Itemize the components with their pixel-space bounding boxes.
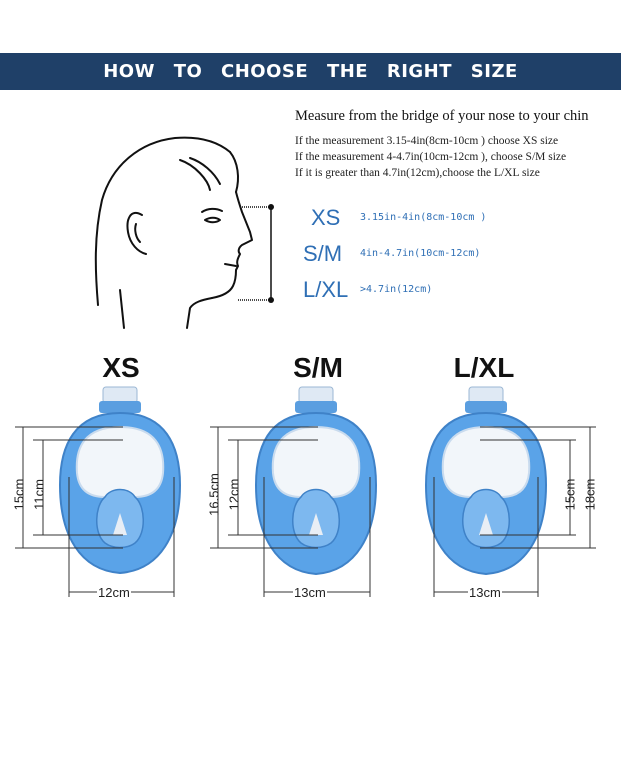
mask-sm-inner-height: 12cm: [226, 478, 242, 511]
mask-lxl-outer-height: 18cm: [582, 478, 598, 511]
banner-title: HOW TO CHOOSE THE RIGHT SIZE: [103, 61, 518, 82]
title-banner: [0, 53, 621, 90]
mask-xs-width: 12cm: [98, 585, 130, 600]
size-range-xs: 3.15in-4in(8cm-10cm ): [360, 212, 487, 223]
size-code-sm: S/M: [303, 241, 343, 266]
size-rule-lxl: If it is greater than 4.7in(12cm),choose the L/XL size: [295, 167, 540, 179]
mask-xs-inner-height: 11cm: [31, 479, 47, 510]
size-range-lxl: >4.7in(12cm): [360, 284, 433, 295]
measure-instruction: Measure from the bridge of your nose to your chin: [295, 108, 589, 124]
mask-sm-outer-height: 16.5cm: [206, 473, 222, 516]
size-range-sm: 4in-4.7in(10cm-12cm): [360, 248, 481, 259]
size-code-xs: XS: [311, 205, 341, 230]
mask-label-xs: XS: [102, 352, 140, 383]
size-rule-sm: If the measurement 4-4.7in(10cm-12cm ), choose S/M size: [295, 151, 567, 163]
mask-lxl-width: 13cm: [469, 585, 501, 600]
size-rule-xs: If the measurement 3.15-4in(8cm-10cm ) choose XS size: [295, 135, 559, 147]
size-code-lxl: L/XL: [303, 277, 349, 302]
mask-lxl-inner-height: 15cm: [562, 478, 578, 511]
mask-label-lxl: L/XL: [453, 352, 515, 383]
mask-xs-outer-height: 15cm: [11, 478, 27, 511]
mask-lxl-illustration: [420, 385, 610, 605]
mask-sm-width: 13cm: [294, 585, 326, 600]
head-profile-illustration: [90, 120, 290, 330]
mask-label-sm: S/M: [293, 352, 343, 383]
